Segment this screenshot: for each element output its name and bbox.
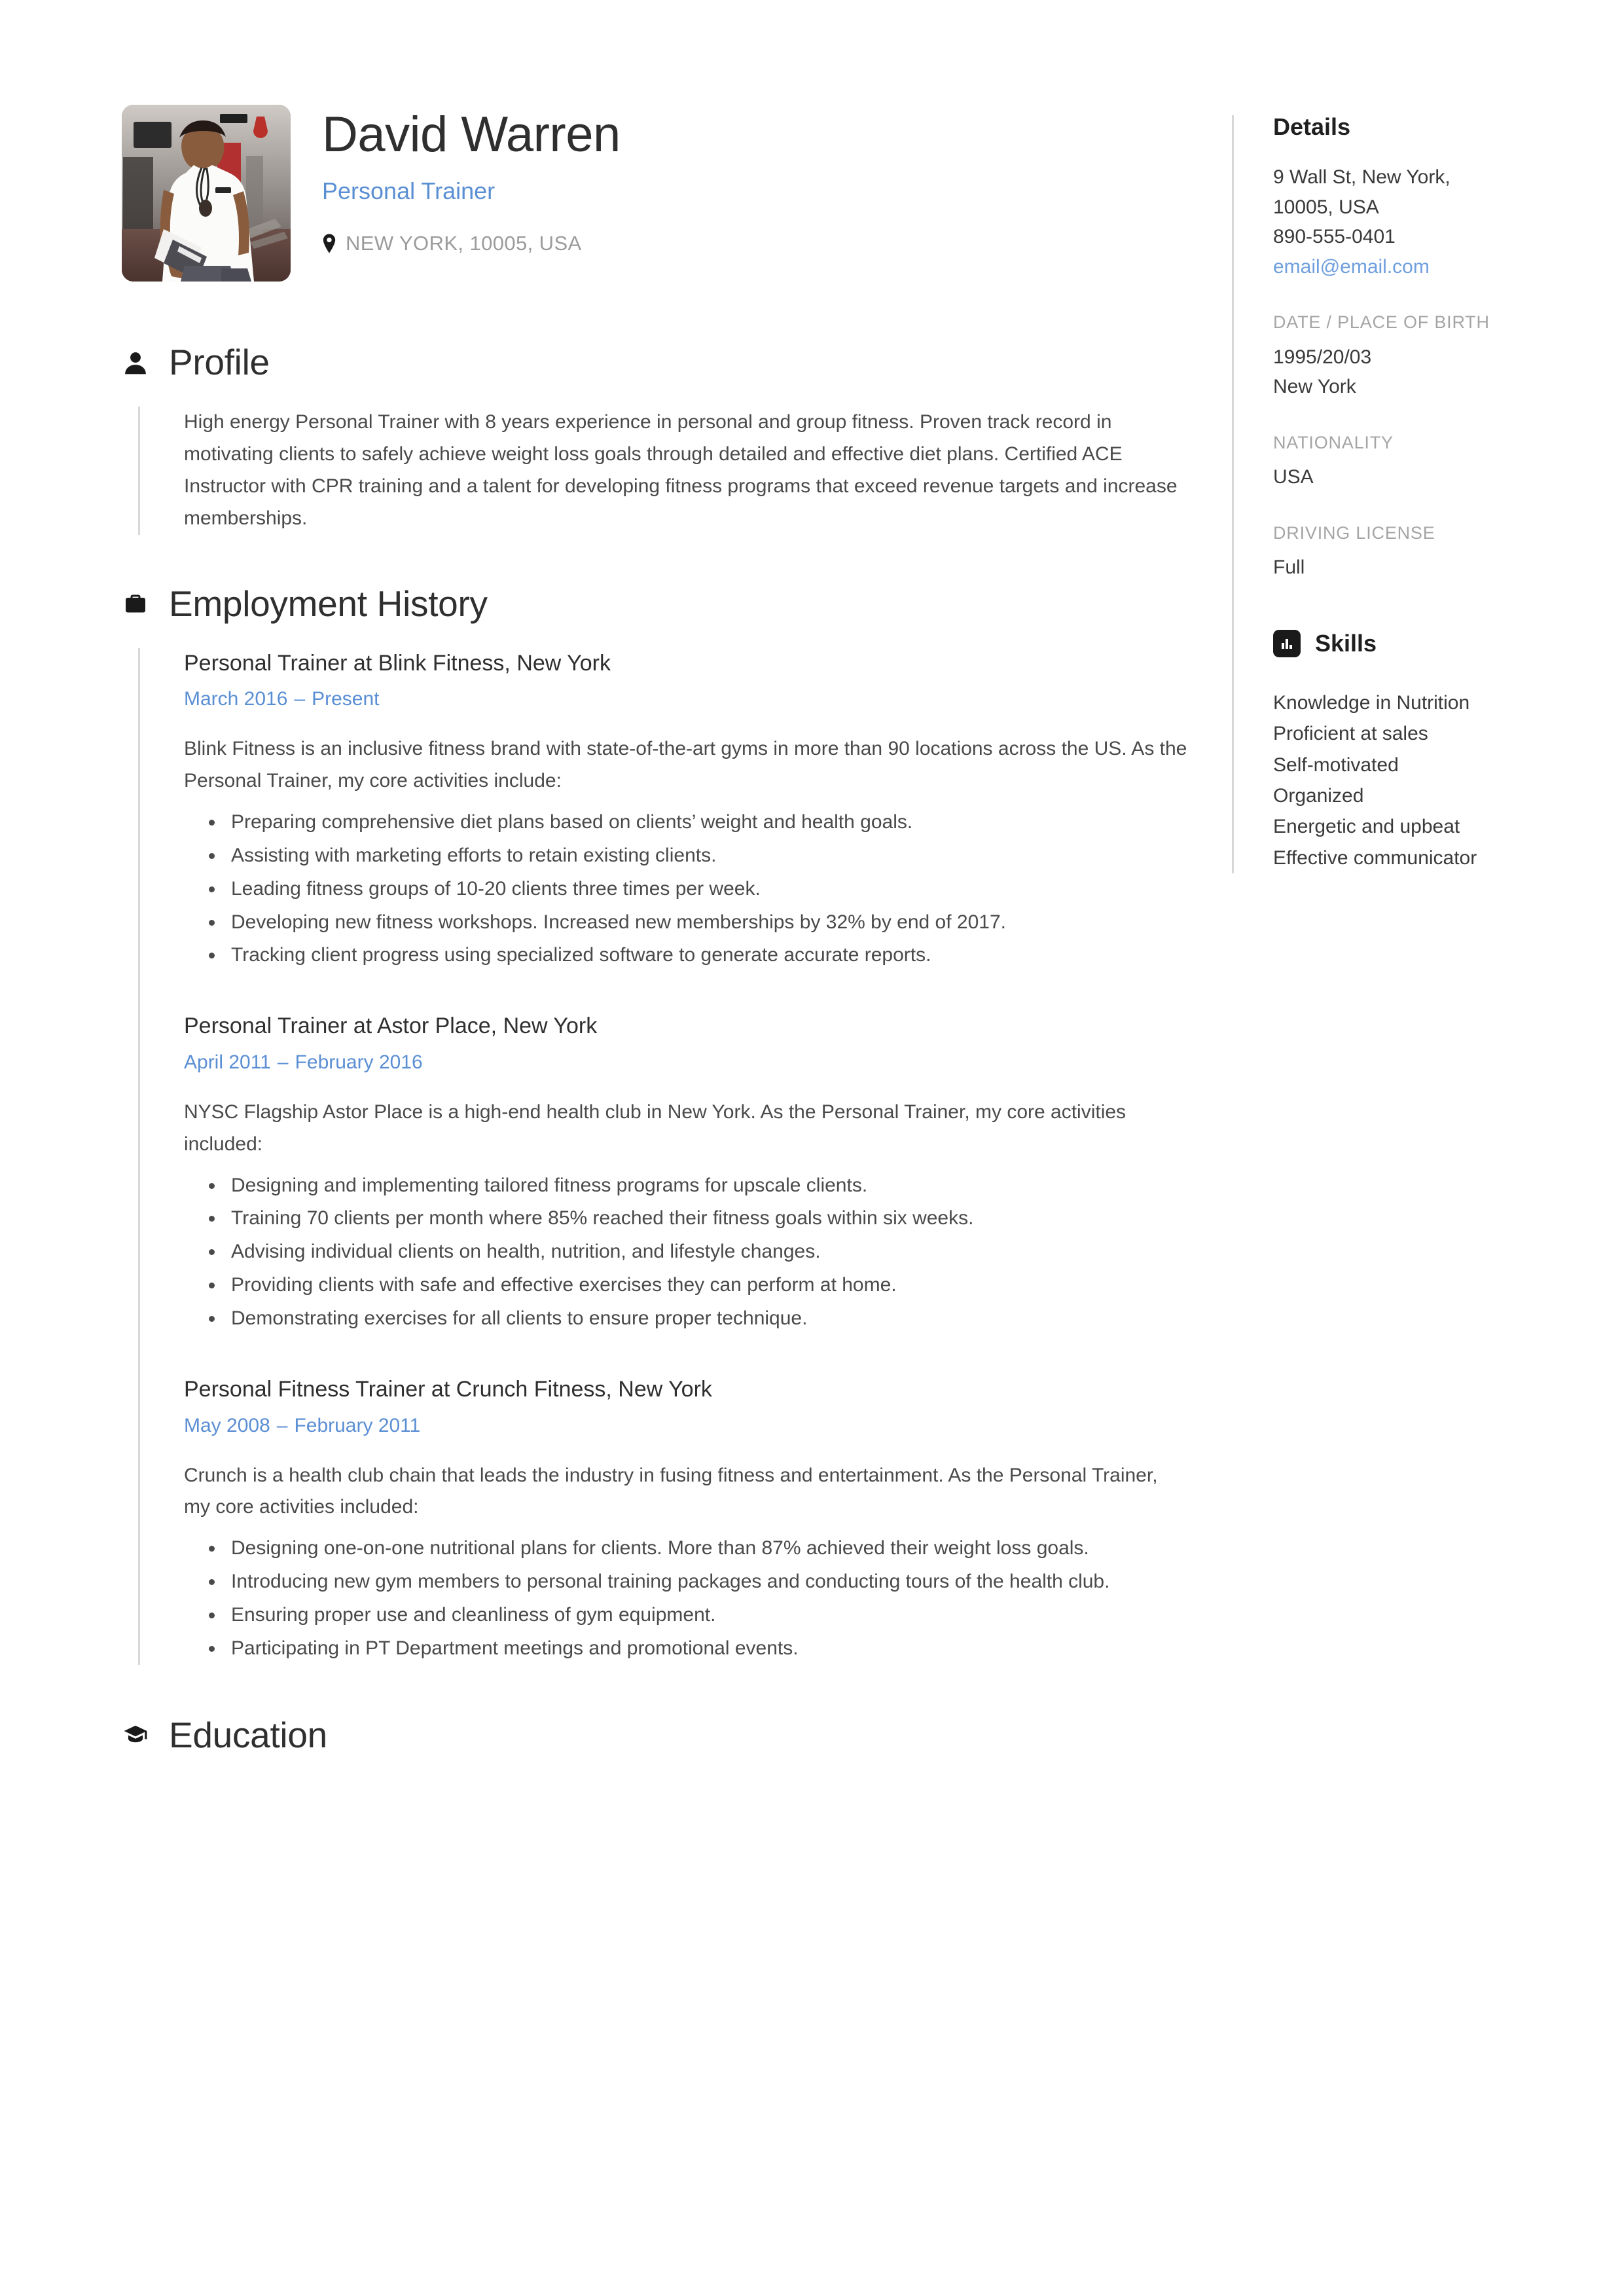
- address-line-2: 10005, USA: [1273, 196, 1379, 218]
- list-item: Effective communicator: [1273, 847, 1477, 869]
- job-entry: [184, 648, 1189, 972]
- list-item: Organized: [1273, 785, 1364, 807]
- job-bullet-list: [184, 1533, 1189, 1665]
- job-start-date: May 2008: [184, 1414, 270, 1436]
- job-dates: [184, 1051, 1189, 1074]
- location-text: NEW YORK, 10005, USA: [346, 232, 582, 255]
- skills-heading: Skills: [1315, 629, 1377, 657]
- section-heading-employment: [122, 583, 1189, 624]
- job-entry: [184, 1374, 1189, 1665]
- list-item: Training 70 clients per month where 85% reached their fitness goals within six weeks.: [231, 1203, 1189, 1235]
- job-bullet-list: [184, 807, 1189, 972]
- detail-value-driving-license: Full: [1273, 556, 1305, 579]
- detail-value-nationality: USA: [1273, 466, 1314, 488]
- job-start-date: March 2016: [184, 688, 288, 710]
- list-item: Designing one-on-one nutritional plans for clients. More than 87% achieved their weight loss goals.: [231, 1533, 1189, 1565]
- list-item: Assisting with marketing efforts to retain existing clients.: [231, 840, 1189, 872]
- list-item: Ensuring proper use and cleanliness of gym equipment.: [231, 1599, 1189, 1631]
- section-heading-education: [122, 1714, 1189, 1755]
- employment-body: [138, 648, 1189, 1665]
- job-dates: [184, 1414, 1189, 1438]
- job-entry: [184, 1011, 1189, 1335]
- detail-label-birth: DATE / PLACE OF BIRTH: [1273, 312, 1490, 333]
- detail-label-driving-license: DRIVING LICENSE: [1273, 522, 1435, 543]
- list-item: Energetic and upbeat: [1273, 816, 1460, 838]
- main-column: [122, 105, 1189, 1753]
- job-title-heading: Personal Trainer at Blink Fitness, New York: [184, 650, 611, 676]
- profile-text: High energy Personal Trainer with 8 years experience in personal and group fitness. Proven track record in motivating clients to safely achieve weight loss goals through detailed and effective diet plans. Certified ACE Instructor with CPR training and a talent for developing fitness programs that exceed revenue targets and increase memberships.: [184, 411, 1178, 529]
- list-item: Designing and implementing tailored fitness programs for upscale clients.: [231, 1170, 1189, 1202]
- details-heading: Details: [1273, 113, 1351, 140]
- header-text-block: [322, 105, 621, 255]
- person-icon: [122, 349, 149, 376]
- profile-body: [138, 407, 1189, 535]
- phone-number: 890-555-0401: [1273, 226, 1396, 248]
- job-end-date: Present: [312, 688, 380, 710]
- detail-value-birth-place: New York: [1273, 376, 1356, 398]
- job-dates: [184, 687, 1189, 711]
- avatar: [122, 105, 291, 282]
- section-heading-profile: [122, 344, 1189, 380]
- location-line: [322, 232, 621, 255]
- sidebar: [1232, 115, 1572, 873]
- list-item: Self-motivated: [1273, 754, 1399, 776]
- graduation-cap-icon: [122, 1721, 149, 1749]
- job-title: Personal Trainer: [322, 177, 496, 204]
- resume-header: [122, 105, 1189, 282]
- date-separator: –: [294, 688, 306, 710]
- job-title-heading: Personal Fitness Trainer at Crunch Fitness, New York: [184, 1377, 712, 1402]
- list-item: Proficient at sales: [1273, 723, 1428, 745]
- job-start-date: April 2011: [184, 1051, 271, 1073]
- date-separator: –: [277, 1051, 289, 1073]
- list-item: Introducing new gym members to personal training packages and conducting tours of the health club.: [231, 1566, 1189, 1598]
- list-item: Knowledge in Nutrition: [1273, 691, 1470, 714]
- address-line-1: 9 Wall St, New York,: [1273, 166, 1451, 188]
- detail-value-birth-date: 1995/20/03: [1273, 346, 1372, 368]
- list-item: Advising individual clients on health, nutrition, and lifestyle changes.: [231, 1236, 1189, 1268]
- job-end-date: February 2016: [295, 1051, 423, 1073]
- detail-label-nationality: NATIONALITY: [1273, 432, 1394, 452]
- job-bullet-list: [184, 1170, 1189, 1335]
- bar-chart-icon: [1273, 630, 1301, 657]
- email-link[interactable]: email@email.com: [1273, 255, 1430, 278]
- list-item: Participating in PT Department meetings and promotional events.: [231, 1633, 1189, 1665]
- briefcase-icon: [122, 590, 149, 617]
- date-separator: –: [276, 1414, 288, 1436]
- list-item: Demonstrating exercises for all clients to ensure proper technique.: [231, 1303, 1189, 1335]
- map-pin-icon: [322, 234, 336, 253]
- job-end-date: February 2011: [294, 1414, 421, 1436]
- list-item: Providing clients with safe and effective exercises they can perform at home.: [231, 1269, 1189, 1302]
- page-title: David Warren: [322, 107, 621, 162]
- skills-heading-row: [1273, 630, 1572, 657]
- job-title-heading: Personal Trainer at Astor Place, New York: [184, 1013, 598, 1039]
- job-description: Crunch is a health club chain that leads the industry in fusing fitness and entertainment. As the Personal Trainer, my core activities included:: [184, 1464, 1158, 1518]
- job-description: NYSC Flagship Astor Place is a high-end health club in New York. As the Personal Trainer, my core activities included:: [184, 1101, 1126, 1155]
- list-item: Tracking client progress using specialized software to generate accurate reports.: [231, 939, 1189, 972]
- list-item: Preparing comprehensive diet plans based on clients’ weight and health goals.: [231, 807, 1189, 839]
- list-item: Leading fitness groups of 10-20 clients three times per week.: [231, 873, 1189, 905]
- list-item: Developing new fitness workshops. Increased new memberships by 32% by end of 2017.: [231, 907, 1189, 939]
- section-title-profile: Profile: [169, 342, 270, 382]
- section-title-employment: Employment History: [169, 583, 488, 624]
- job-description: Blink Fitness is an inclusive fitness brand with state-of-the-art gyms in more than 90 locations across the US. As the Personal Trainer, my core activities include:: [184, 738, 1187, 792]
- section-title-education: Education: [169, 1714, 327, 1755]
